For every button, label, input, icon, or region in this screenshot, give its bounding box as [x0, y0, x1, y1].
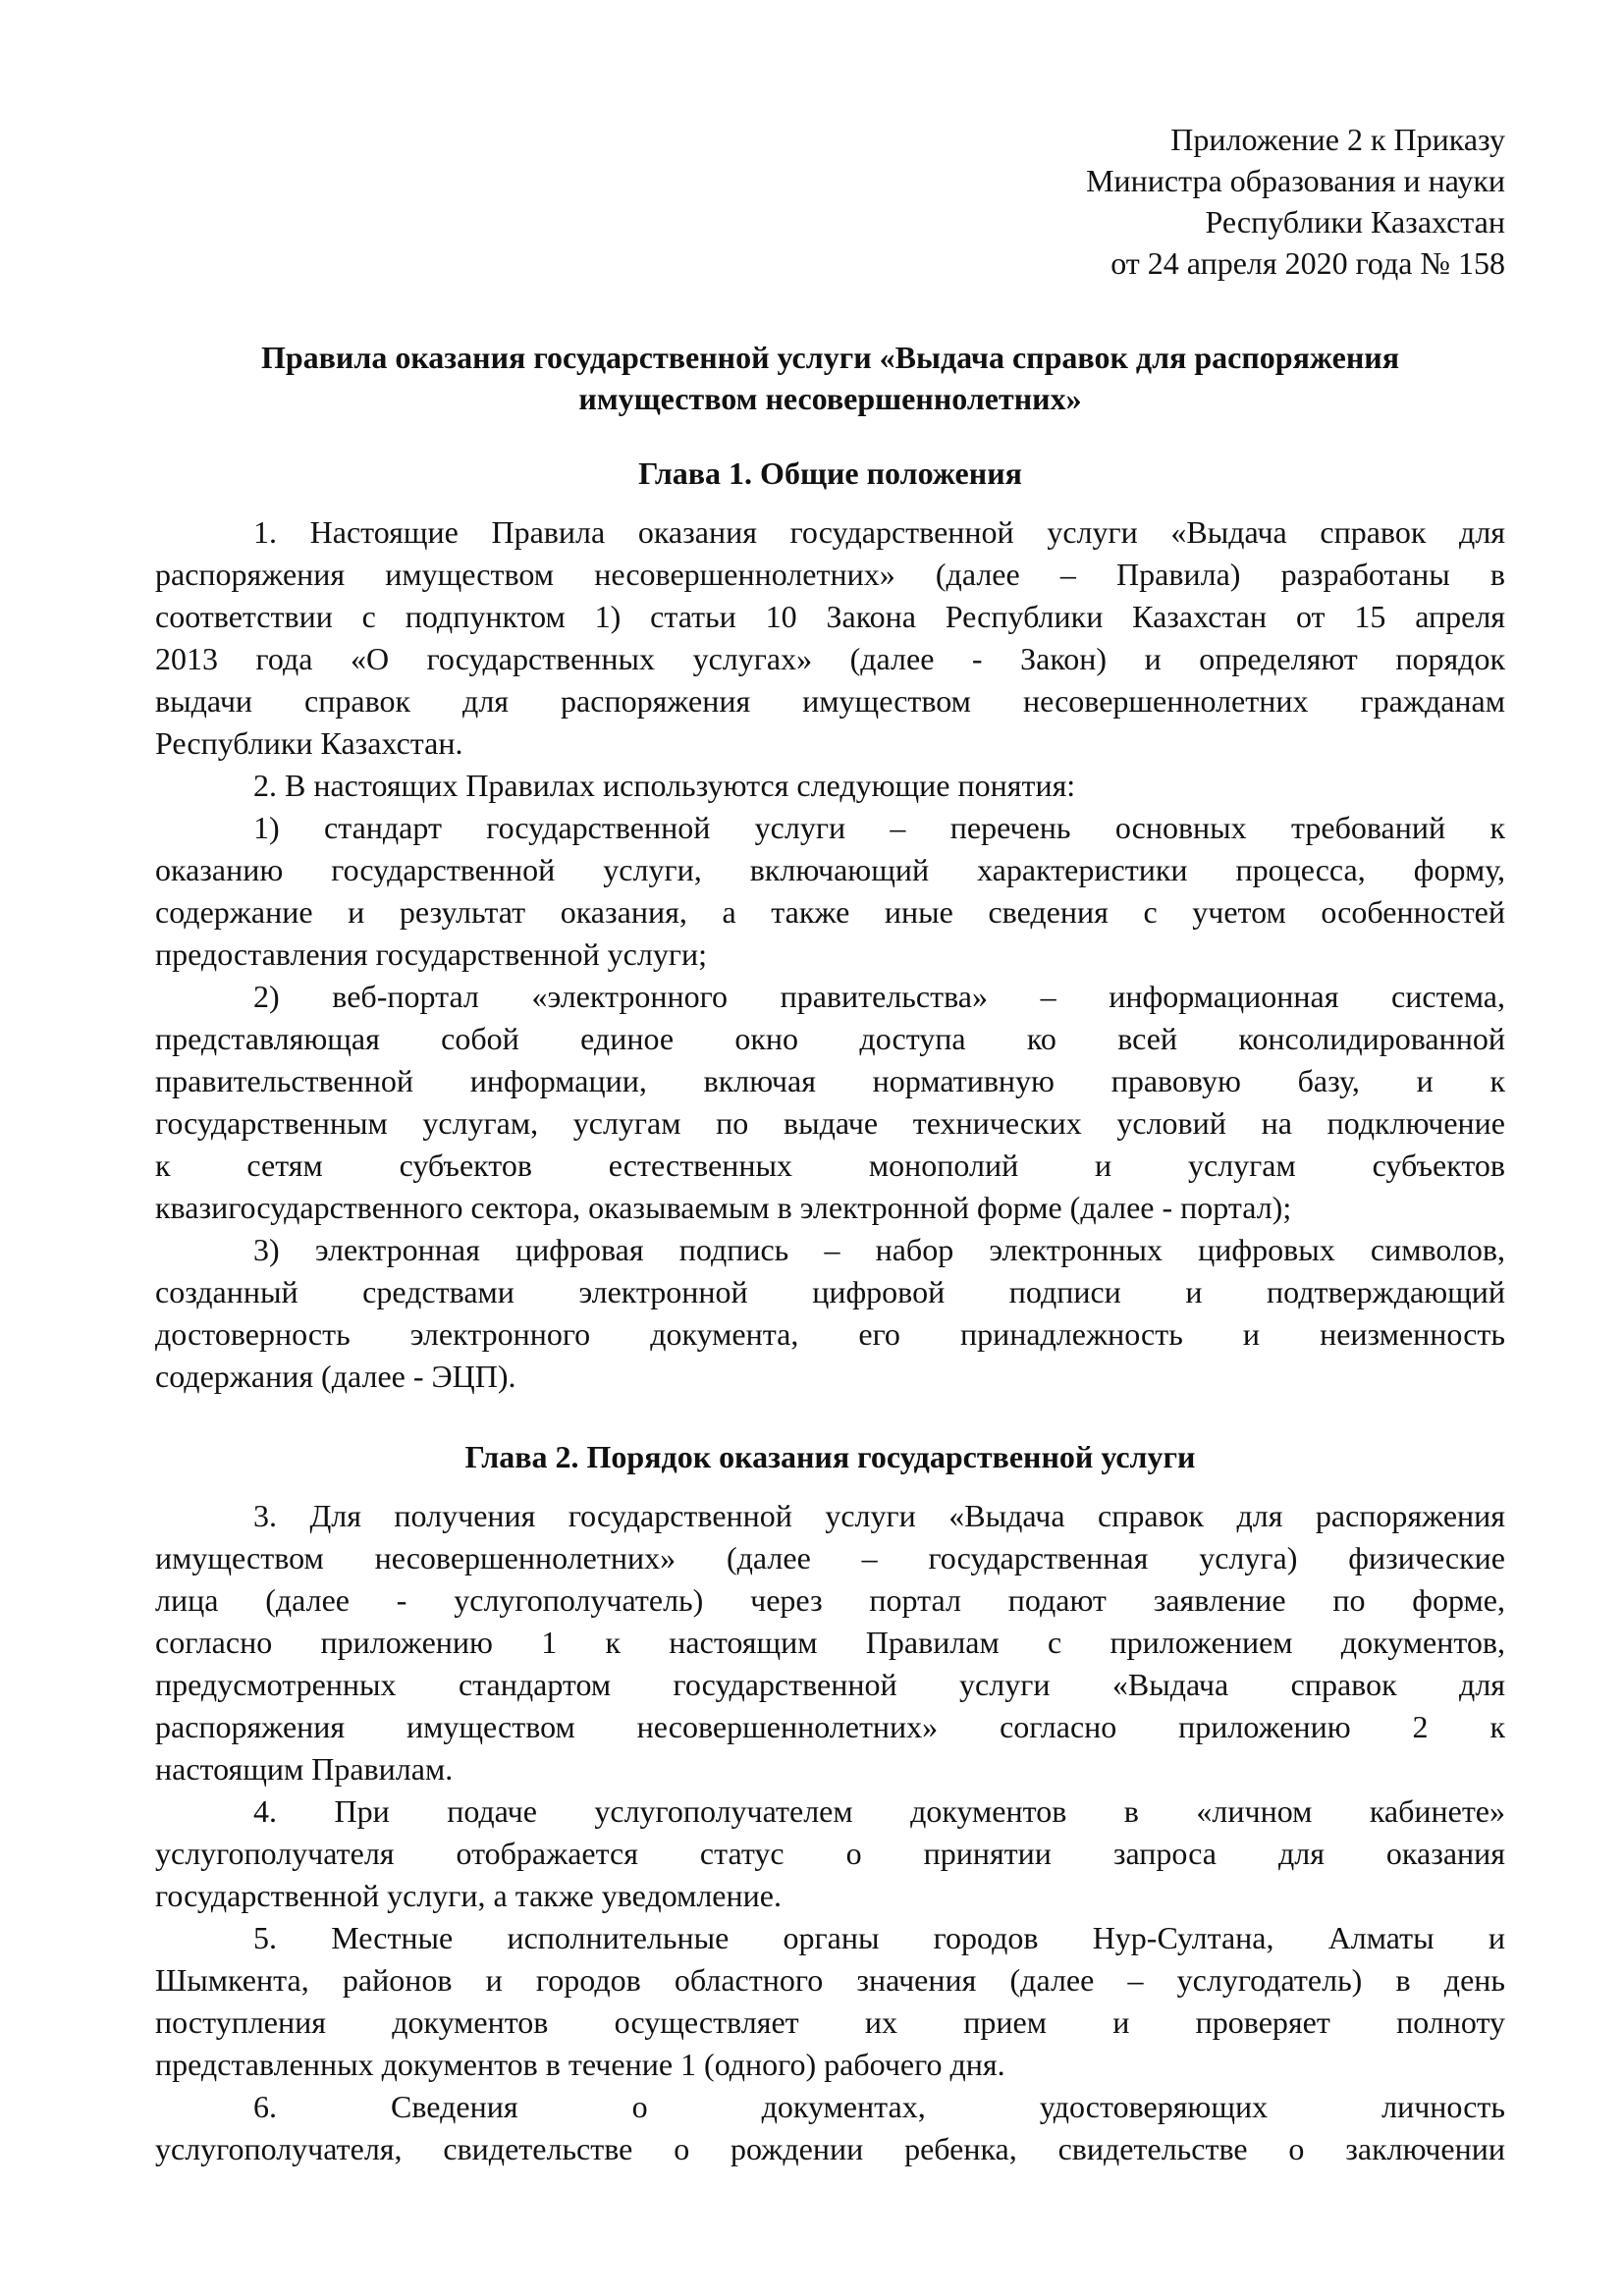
paragraph — [155, 1917, 1505, 2086]
paragraph-line: услугополучателя, свидетельстве о рождении ребенка, свидетельстве о заключении — [155, 2131, 1505, 2166]
paragraph — [155, 1790, 1505, 1917]
paragraph-line: содержание и результат оказания, а также иные сведения с учетом особенностей — [155, 894, 1505, 930]
paragraph — [155, 2086, 1505, 2170]
chapter-1-body — [155, 511, 1505, 1398]
paragraph-line: представленных документов в течение 1 (одного) рабочего дня. — [155, 2047, 1005, 2082]
document-title — [155, 337, 1505, 419]
paragraph-line: государственным услугам, услугам по выдаче технических условий на подключение — [155, 1105, 1505, 1141]
appendix-header-line: Приложение 2 к Приказу — [1170, 122, 1505, 157]
paragraph-line: оказанию государственной услуги, включающий характеристики процесса, форму, — [155, 852, 1505, 887]
paragraph-line: выдачи справок для распоряжения имуществом несовершеннолетних гражданам — [155, 683, 1505, 719]
paragraph-line: 3. Для получения государственной услуги «Выдача справок для распоряжения — [253, 1498, 1505, 1533]
paragraph-line: представляющая собой единое окно доступа ко всей консолидированной — [155, 1021, 1505, 1056]
paragraph-line: 1) стандарт государственной услуги – перечень основных требований к — [253, 810, 1505, 845]
paragraph-line: распоряжения имуществом несовершеннолетних» согласно приложению 2 к — [155, 1709, 1505, 1744]
paragraph-line: лица (далее - услугополучатель) через портал подают заявление по форме, — [155, 1582, 1505, 1618]
paragraph-line: созданный средствами электронной цифровой подписи и подтверждающий — [155, 1274, 1505, 1309]
paragraph-line: квазигосударственного сектора, оказываемым в электронной форме (далее - портал); — [155, 1190, 1292, 1225]
paragraph-line: к сетям субъектов естественных монополий и услугам субъектов — [155, 1148, 1505, 1183]
paragraph-line: 6. Сведения о документах, удостоверяющих личность — [253, 2089, 1505, 2124]
paragraph-line: государственной услуги, а также уведомление. — [155, 1878, 782, 1913]
paragraph-line: настоящим Правилам. — [155, 1751, 454, 1787]
appendix-header — [1086, 119, 1505, 284]
paragraph — [155, 1495, 1505, 1790]
paragraph — [155, 1229, 1505, 1398]
paragraph-line: 1. Настоящие Правила оказания государственной услуги «Выдача справок для — [253, 514, 1505, 550]
chapter-1-heading: Глава 1. Общие положения — [638, 455, 1022, 491]
paragraph-line: распоряжения имуществом несовершеннолетних» (далее – Правила) разработаны в — [155, 557, 1505, 592]
paragraph — [155, 807, 1505, 976]
paragraph-line: достоверность электронного документа, его принадлежность и неизменность — [155, 1316, 1505, 1352]
appendix-header-line: Республики Казахстан — [1205, 204, 1505, 240]
paragraph-line: поступления документов осуществляет их прием и проверяет полноту — [155, 2004, 1505, 2040]
paragraph-line: 3) электронная цифровая подпись – набор электронных цифровых символов, — [253, 1232, 1505, 1267]
paragraph — [155, 765, 1505, 807]
paragraph-line: соответствии с подпунктом 1) статьи 10 Закона Республики Казахстан от 15 апреля — [155, 599, 1505, 634]
paragraph-line: Шымкента, районов и городов областного значения (далее – услугодатель) в день — [155, 1962, 1505, 1998]
paragraph-line: 5. Местные исполнительные органы городов Нур-Султана, Алматы и — [253, 1920, 1505, 1955]
paragraph-line: правительственной информации, включая нормативную правовую базу, и к — [155, 1063, 1505, 1098]
appendix-header-line: от 24 апреля 2020 года № 158 — [1110, 245, 1505, 281]
paragraph-line: имуществом несовершеннолетних» (далее – государственная услуга) физические — [155, 1540, 1505, 1575]
document-title-line: имуществом несовершеннолетних» — [578, 381, 1082, 416]
appendix-header-line: Министра образования и науки — [1086, 163, 1505, 198]
paragraph — [155, 976, 1505, 1229]
paragraph — [155, 511, 1505, 765]
paragraph-line: 2. В настоящих Правилах используются следующие понятия: — [253, 768, 1076, 803]
paragraph-line: 2) веб-портал «электронного правительства» – информационная система, — [253, 979, 1505, 1014]
chapter-2-body — [155, 1495, 1505, 2170]
paragraph-line: предусмотренных стандартом государственной услуги «Выдача справок для — [155, 1667, 1505, 1702]
chapter-2-heading: Глава 2. Порядок оказания государственной услуги — [464, 1439, 1196, 1474]
paragraph-line: содержания (далее - ЭЦП). — [155, 1359, 516, 1394]
paragraph-line: 2013 года «О государственных услугах» (далее - Закон) и определяют порядок — [155, 641, 1505, 676]
document-title-line: Правила оказания государственной услуги «Выдача справок для распоряжения — [260, 340, 1400, 375]
paragraph-line: предоставления государственной услуги; — [155, 936, 707, 972]
paragraph-line: 4. При подаче услугополучателем документов в «личном кабинете» — [253, 1793, 1505, 1829]
paragraph-line: Республики Казахстан. — [155, 725, 463, 761]
paragraph-line: услугополучателя отображается статус о принятии запроса для оказания — [155, 1836, 1505, 1871]
paragraph-line: согласно приложению 1 к настоящим Правилам с приложением документов, — [155, 1625, 1505, 1660]
